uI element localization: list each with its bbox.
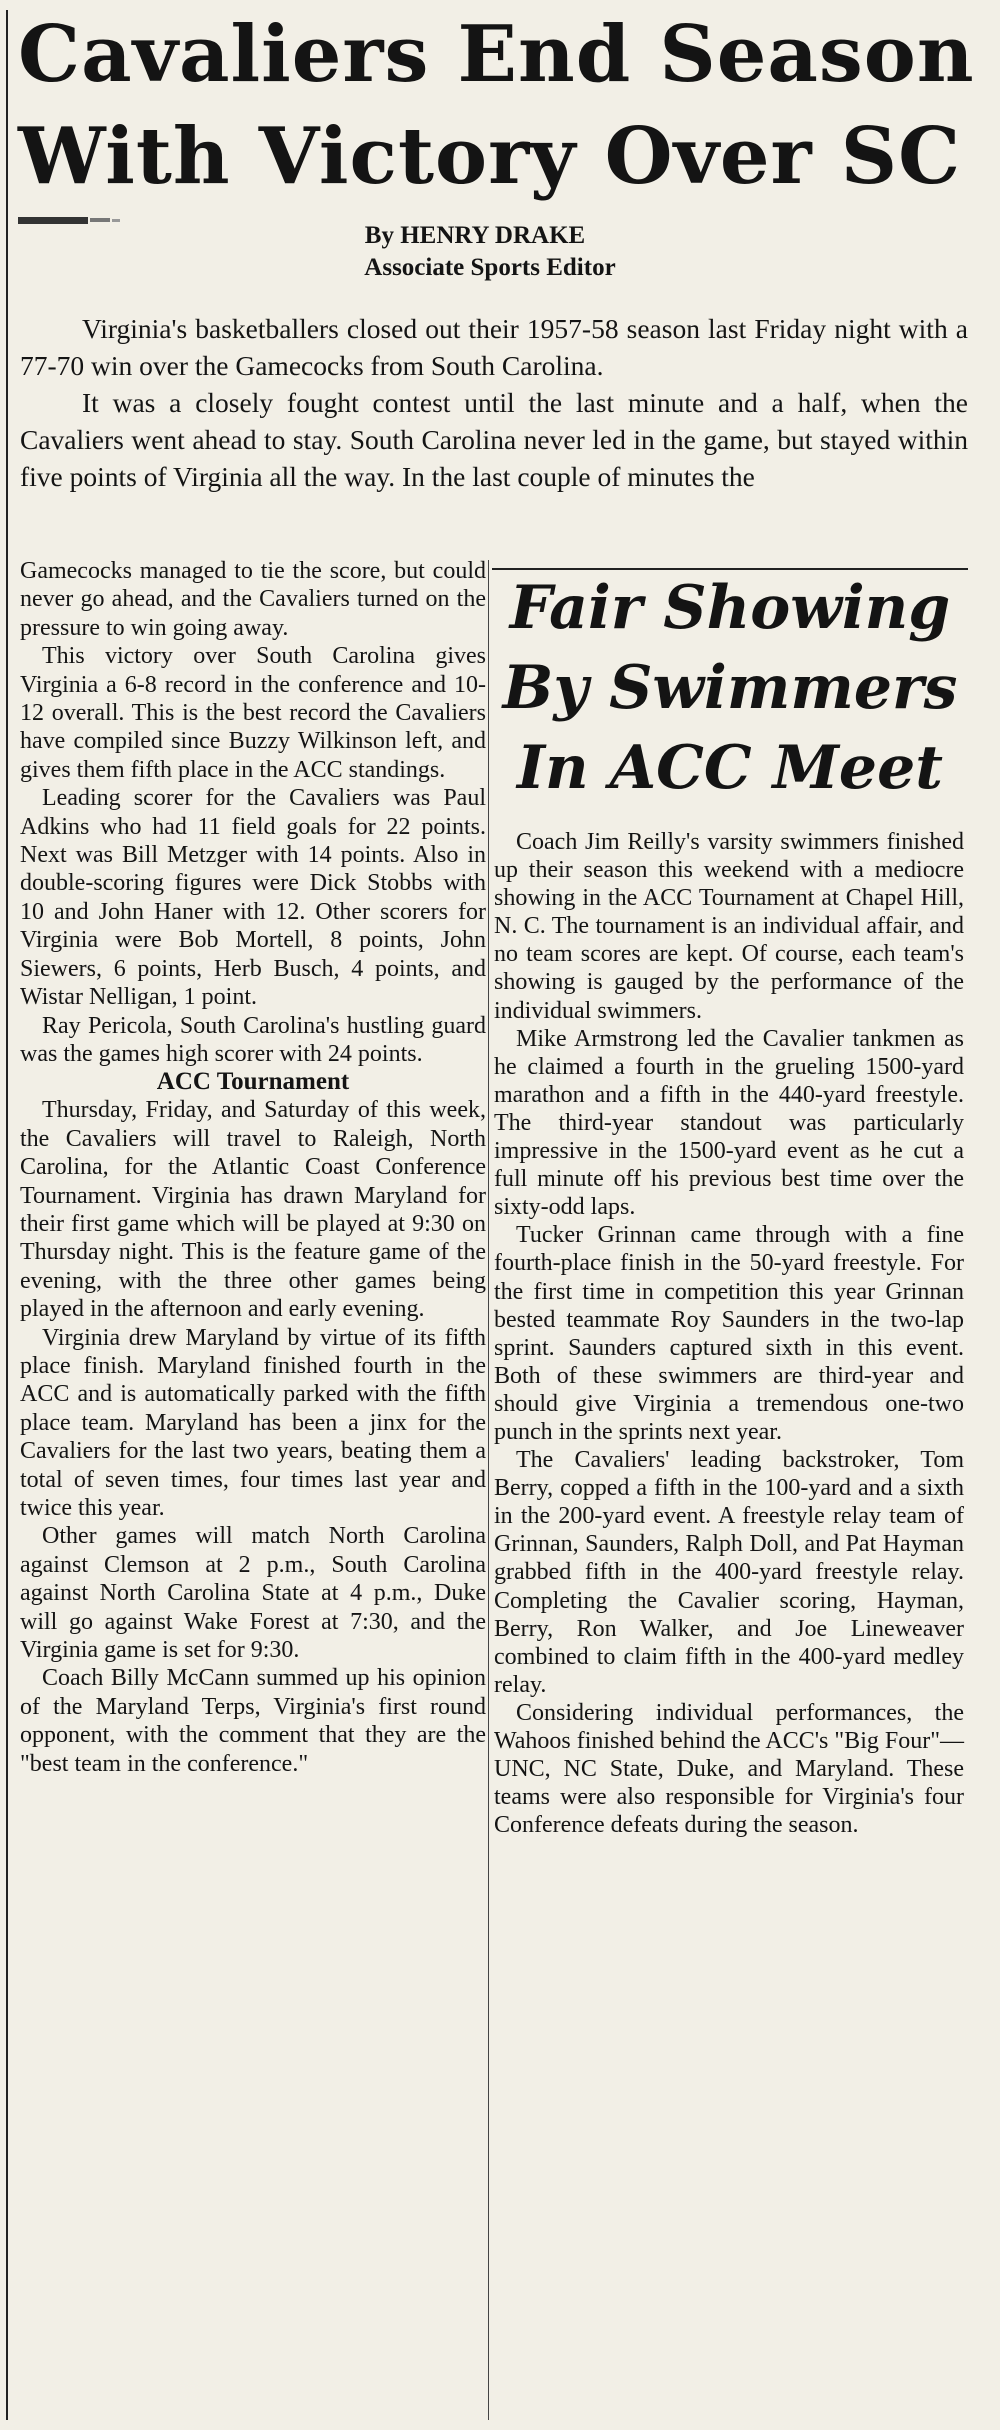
body-paragraph: Considering individual performances, the Wahoos finished behind the ACC's "Big Four"—UNC, NC State, Duke, and Maryland. These teams were also responsible for Virginia's four Conference defeats during the season. bbox=[494, 1699, 964, 1839]
left-column-rule bbox=[6, 10, 8, 2420]
body-paragraph: Thursday, Friday, and Saturday of this week, the Cavaliers will travel to Raleigh, North Carolina, for the Atlantic Coast Conference Tournament. Virginia has drawn Maryland for their first game which will be played at 9:30 on Thursday night. This is the feature game of the evening, with the three other games being played in the afternoon and early evening. bbox=[20, 1097, 486, 1323]
swimming-headline bbox=[492, 568, 968, 808]
body-paragraph: Other games will match North Carolina against Clemson at 2 p.m., South Carolina against North Carolina State at 4 p.m., Duke will go against Wake Forest at 7:30, and the Virginia game is set for 9:30. bbox=[20, 1523, 486, 1664]
swimming-headline-line-3: In ACC Meet bbox=[516, 733, 943, 803]
acc-tournament-subhead: ACC Tournament bbox=[156, 1068, 350, 1096]
byline-role: Associate Sports Editor bbox=[364, 254, 616, 281]
byline-author: By HENRY DRAKE bbox=[364, 222, 586, 249]
body-paragraph: Virginia drew Maryland by virtue of its fifth place finish. Maryland finished fourth in the ACC and is automatically parked with the fifth place team. Maryland has been a jinx for the Cavaliers for the last two years, beating them a total of seven times, four times last year and twice this year. bbox=[20, 1324, 486, 1521]
body-paragraph: The Cavaliers' leading backstroker, Tom Berry, copped a fifth in the 100-yard and a sixth in the 200-yard event. A freestyle relay team of Grinnan, Saunders, Ralph Doll, and Pat Hayman grabbed fifth in the 400-yard freestyle relay. Completing the Cavalier scoring, Hayman, Berry, Ron Walker, and Joe Lineweaver combined to claim fifth in the 400-yard medley relay. bbox=[494, 1447, 964, 1698]
basketball-headline-line-1: Cavaliers End Season bbox=[18, 9, 975, 100]
basketball-headline bbox=[18, 4, 993, 208]
body-paragraph: Coach Jim Reilly's varsity swimmers finished up their season this weekend with a mediocre showing in the ACC Tournament at Chapel Hill, N. C. The tournament is an individual affair, and no team scores are kept. Of course, each team's showing is gauged by the performance of the individual swimmers. bbox=[494, 829, 964, 1024]
swimming-headline-line-2: By Swimmers bbox=[502, 653, 958, 723]
body-paragraph: Gamecocks managed to tie the score, but could never go ahead, and the Cavaliers turned on the pressure to win going away. bbox=[20, 558, 486, 641]
swimming-column bbox=[494, 828, 964, 1839]
lead-paragraph: Virginia's basketballers closed out their 1957-58 season last Friday night with a 77-70 win over the Gamecocks from South Carolina. bbox=[20, 313, 968, 381]
body-paragraph: Coach Billy McCann summed up his opinion of the Maryland Terps, Virginia's first round opponent, with the comment that they are the "best team in the conference." bbox=[20, 1665, 486, 1777]
body-paragraph: Ray Pericola, South Carolina's hustling guard was the games high scorer with 24 points. bbox=[20, 1012, 486, 1067]
basketball-lead bbox=[20, 310, 968, 495]
body-paragraph: Leading scorer for the Cavaliers was Paul Adkins who had 11 field goals for 22 points. Next was Bill Metzger with 14 points. Also in double-scoring figures were Dick Stobbs with 10 and John Haner with 12. Other scorers for Virginia were Bob Mortell, 8 points, John Siewers, 6 points, Herb Busch, 4 points, and Wistar Nelligan, 1 point. bbox=[20, 785, 486, 1011]
body-paragraph: Tucker Grinnan came through with a fine fourth-place finish in the 50-yard freestyle. For the first time in competition this year Grinnan bested teammate Roy Saunders in the two-lap sprint. Saunders captured sixth in this event. Both of these swimmers are third-year and should give Virginia a tremendous one-two punch in the sprints next year. bbox=[494, 1222, 964, 1445]
body-paragraph: This victory over South Carolina gives Virginia a 6-8 record in the conference and 10-12 overall. This is the best record the Cavaliers have compiled since Buzzy Wilkinson left, and gives them fifth place in the ACC standings. bbox=[20, 643, 486, 783]
swimming-headline-line-1: Fair Showing bbox=[509, 573, 951, 643]
basketball-headline-line-2: With Victory Over SC bbox=[18, 111, 962, 202]
column-divider bbox=[488, 560, 489, 2420]
basketball-column bbox=[20, 557, 486, 1778]
byline-block bbox=[0, 220, 1000, 284]
lead-paragraph: It was a closely fought contest until the last minute and a half, when the Cavaliers went ahead to stay. South Carolina never led in the game, but stayed within five points of Virginia all the way. In the last couple of minutes the bbox=[20, 387, 968, 492]
body-paragraph: Mike Armstrong led the Cavalier tankmen as he claimed a fourth in the grueling 1500-yard marathon and a fifth in the 440-yard freestyle. The third-year standout was particularly impressive in the 1500-yard event as he cut a full minute off his previous best time over the sixty-odd laps. bbox=[494, 1025, 964, 1221]
